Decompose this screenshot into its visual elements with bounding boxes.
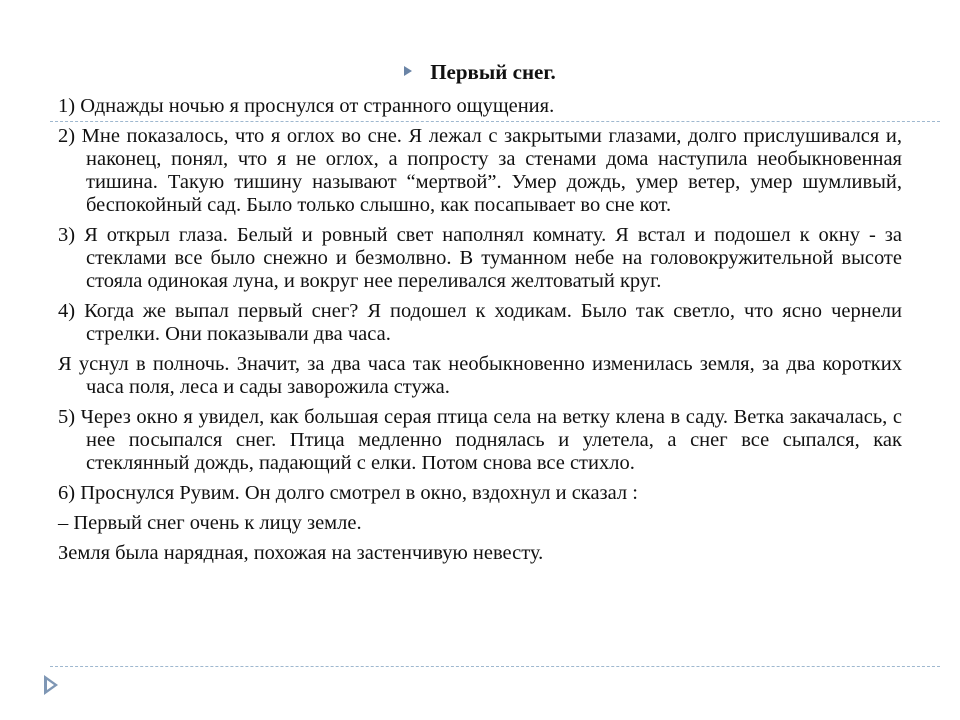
text-body [58, 92, 902, 569]
paragraph-1: 1) Однажды ночью я проснулся от странного ощущения. [58, 95, 555, 117]
paragraph-9: Земля была нарядная, похожая на застенчивую невесту. [58, 542, 544, 564]
slide-title-row [0, 60, 960, 90]
paragraph-5: Я уснул в полночь. Значит, за два часа так необыкновенно изменилась земля, за два коротких часа поля, леса и сады заворожила стужа. [58, 353, 902, 398]
triangle-bullet-icon [404, 66, 412, 76]
paragraph-8: – Первый снег очень к лицу земле. [58, 512, 362, 534]
paragraph-7: 6) Проснулся Рувим. Он долго смотрел в окно, вздохнул и сказал : [58, 482, 638, 504]
paragraph-6: 5) Через окно я увидел, как большая серая птица села на ветку клена в саду. Ветка закачалась, с нее посыпался снег. Птица медленно поднялась и улетела, а снег все сыпался, как стеклянный дождь, падающий с елки. Потом снова все стихло. [58, 406, 902, 474]
arrow-right-icon [44, 675, 58, 695]
bottom-divider [50, 666, 940, 667]
paragraph-2: 2) Мне показалось, что я оглох во сне. Я лежал с закрытыми глазами, долго прислушивался и, наконец, понял, что я не оглох, а попросту за стенами дома наступила необыкновенная тишина. Такую тишину называют “мертвой”. Умер дождь, умер ветер, умер шумливый, беспокойный сад. Было только слышно, как посапывает во сне кот. [58, 125, 902, 216]
paragraph-4: 4) Когда же выпал первый снег? Я подошел к ходикам. Было так светло, что ясно чернели стрелки. Они показывали два часа. [58, 300, 902, 345]
slide-title: Первый снег. [430, 60, 556, 84]
paragraph-3: 3) Я открыл глаза. Белый и ровный свет наполнял комнату. Я встал и подошел к окну - за стеклами все было снежно и безмолвно. В туманном небе на головокружительной высоте стояла одинокая луна, и вокруг нее переливался желтоватый круг. [58, 224, 902, 292]
